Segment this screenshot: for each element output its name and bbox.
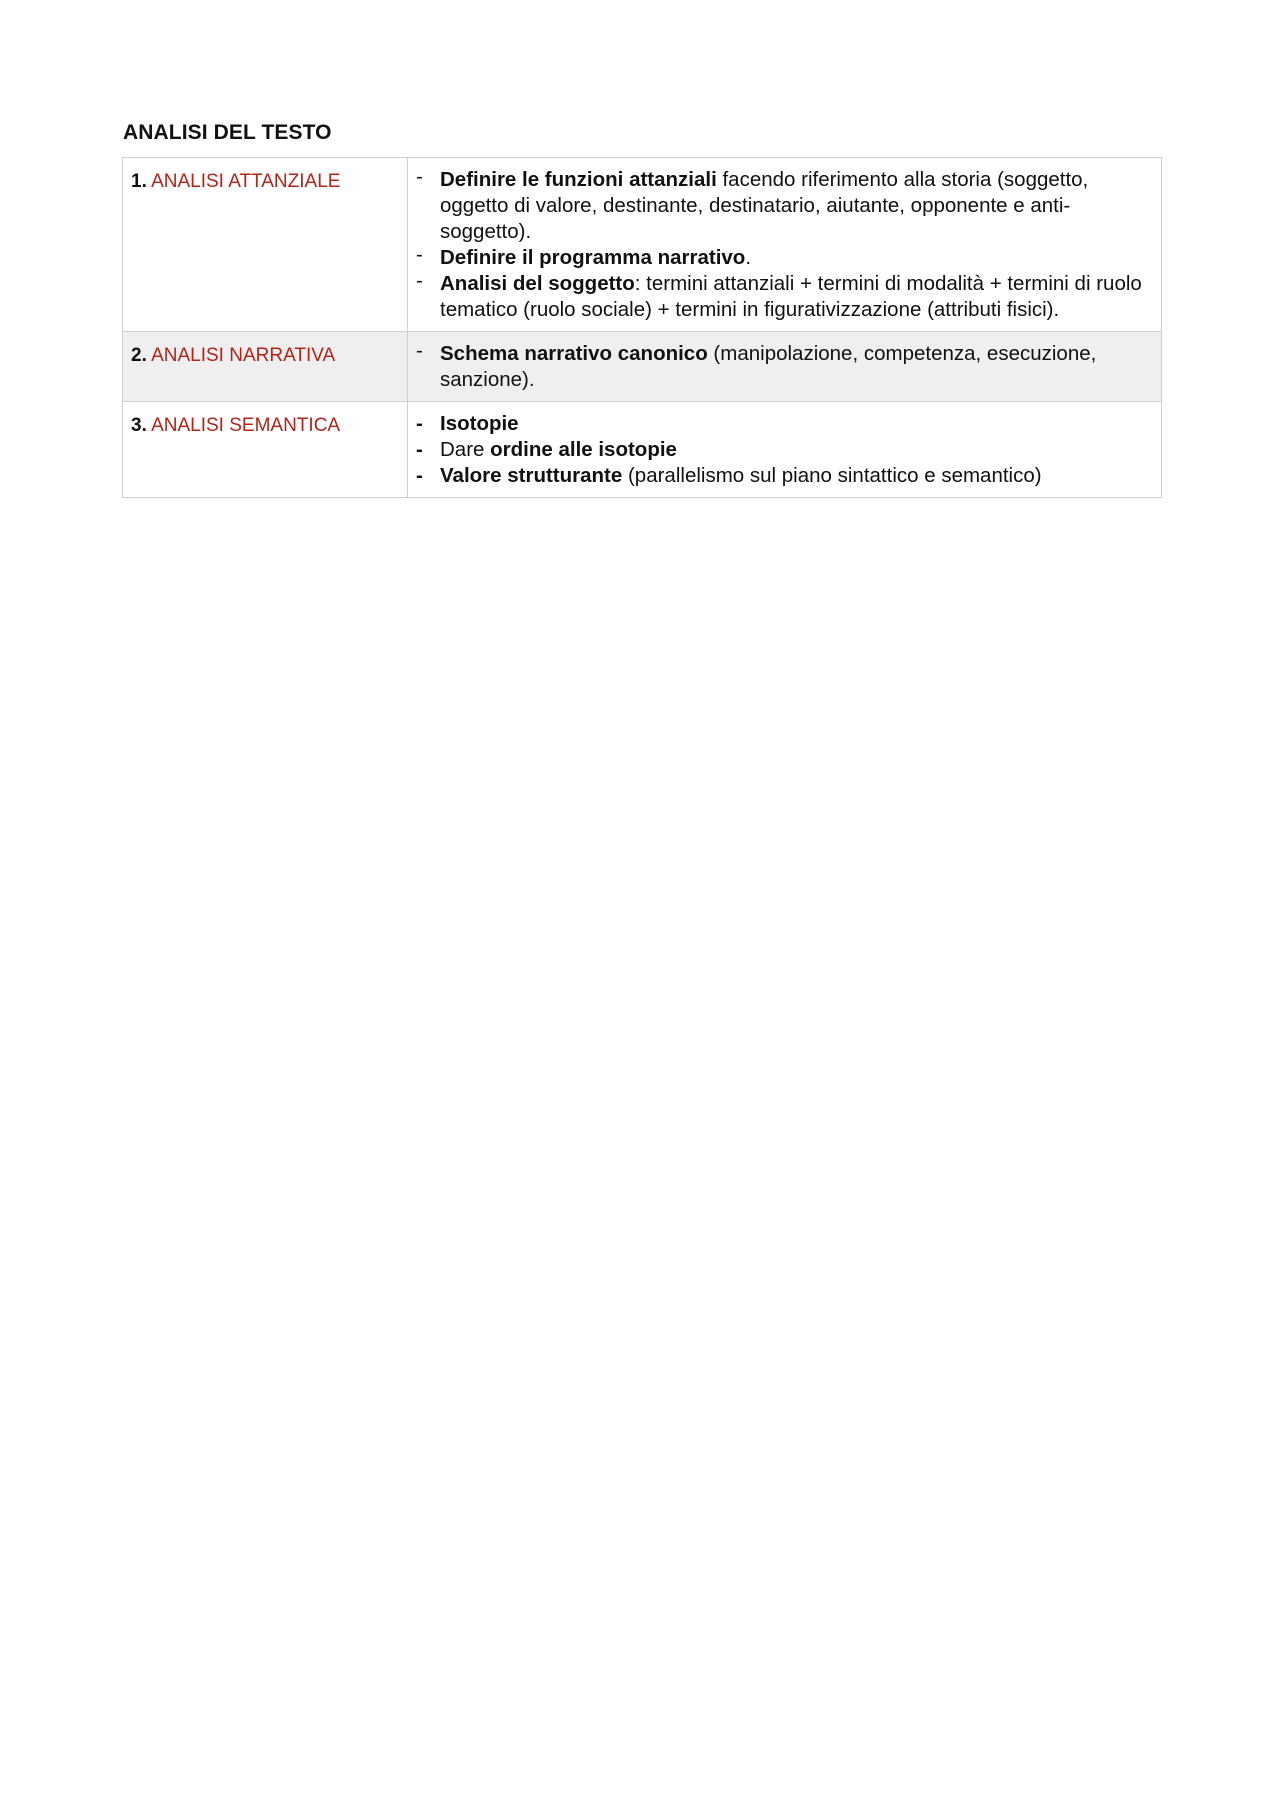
row-number: 3.	[131, 415, 147, 436]
row-label-cell	[123, 402, 408, 498]
item-bold-text: ordine alle isotopie	[490, 438, 677, 461]
row-name: ANALISI SEMANTICA	[151, 415, 341, 436]
row-name: ANALISI ATTANZIALE	[151, 171, 341, 192]
list-item	[416, 411, 1149, 437]
dash-bullet: -	[416, 269, 423, 292]
dash-bullet: -	[416, 243, 423, 266]
item-text: : termini attanziali + termini di modalità + termini di ruolo tematico (ruolo sociale) + termini in figurativizzazione (attributi fisici).	[440, 272, 1142, 321]
dash-bullet: -	[416, 339, 423, 362]
dash-bullet: -	[416, 165, 423, 188]
dash-bullet: -	[416, 412, 423, 435]
item-bold-text: Definire il programma narrativo	[440, 246, 746, 269]
item-text: (manipolazione, competenza, esecuzione, sanzione).	[440, 342, 1097, 391]
list-item	[416, 167, 1149, 245]
row-name: ANALISI NARRATIVA	[151, 345, 336, 366]
row-number: 1.	[131, 171, 147, 192]
table-row	[123, 158, 1162, 332]
document-title: ANALISI DEL TESTO	[123, 121, 332, 144]
item-text: facendo riferimento alla storia (soggetto, oggetto di valore, destinante, destinatario, aiutante, opponente e anti-soggetto).	[440, 168, 1089, 243]
list-item	[416, 245, 1149, 271]
item-bold-text: Definire le funzioni attanziali	[440, 168, 717, 191]
item-list	[416, 167, 1149, 323]
table-row	[123, 402, 1162, 498]
item-list	[416, 341, 1149, 393]
table-row	[123, 332, 1162, 402]
list-item	[416, 437, 1149, 463]
list-item	[416, 463, 1149, 489]
row-content-cell	[408, 402, 1162, 498]
item-bold-text: Analisi del soggetto	[440, 272, 635, 295]
row-content-cell	[408, 158, 1162, 332]
list-item	[416, 341, 1149, 393]
item-bold-text: Isotopie	[440, 412, 519, 435]
analysis-table	[122, 157, 1162, 498]
item-bold-text: Valore strutturante	[440, 464, 623, 487]
row-label-cell	[123, 158, 408, 332]
list-item	[416, 271, 1149, 323]
item-text: (parallelismo sul piano sintattico e semantico)	[622, 464, 1042, 487]
row-number: 2.	[131, 345, 147, 366]
dash-bullet: -	[416, 464, 423, 487]
row-label-cell	[123, 332, 408, 402]
item-pre-text: Dare	[440, 438, 491, 461]
item-bold-text: Schema narrativo canonico	[440, 342, 708, 365]
dash-bullet: -	[416, 438, 423, 461]
row-content-cell	[408, 332, 1162, 402]
item-text: .	[745, 246, 752, 269]
item-list	[416, 411, 1149, 489]
